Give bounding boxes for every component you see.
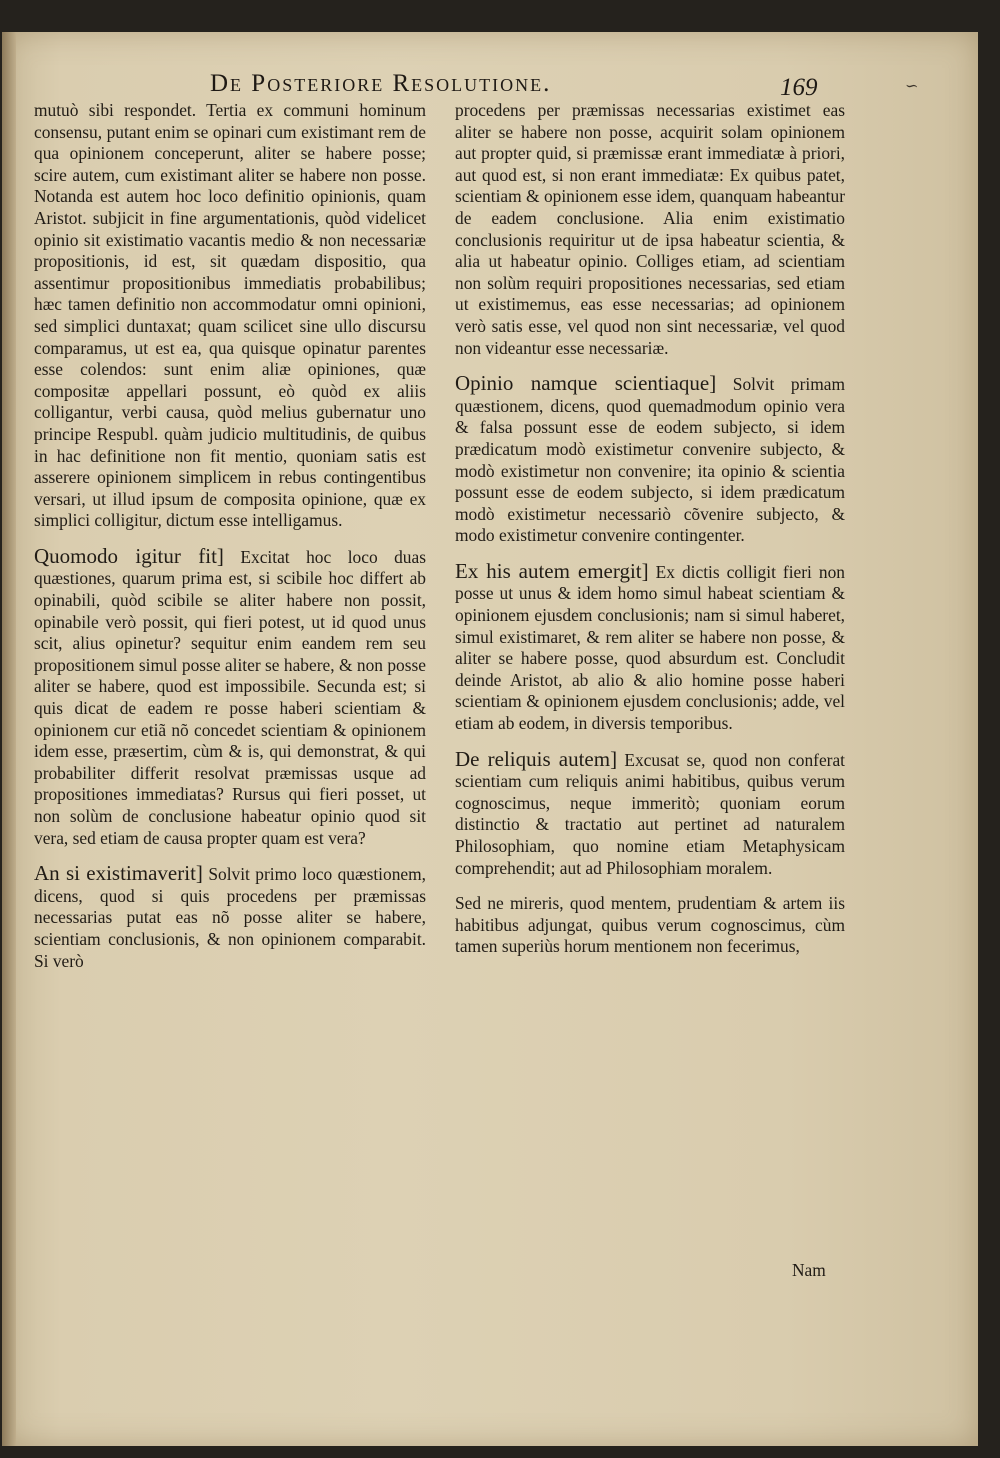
catchword: Nam — [792, 1260, 826, 1280]
text: procedens per præmissas necessarias existimet eas aliter se habere non posse, acquirit solam opinionem aut propter quid, si præmissæ erant immediatæ à priori, aut quod est, si non erant immediatæ: Ex quibus patet, scientiam & opinionem esse idem, quanquam habeantur de eadem conclusione. Alia enim existimatio conclusionis requiritur ut de ipsa habeatur scientia, & alia ut habeatur opinio. Colliges etiam, ad scientiam non solùm requiri propositiones necessarias, sed etiam ut existimemus, eas esse necessarias; ad opinionem verò satis esse, vel quod non sint necessariæ, vel quod non videantur esse necessariæ. — [455, 100, 845, 358]
right-paragraph-5 — [455, 893, 845, 958]
lemma: Quomodo igitur fit] — [34, 543, 224, 568]
left-column — [34, 100, 426, 972]
page-number: 169 — [780, 74, 818, 101]
right-paragraph-4 — [455, 746, 846, 880]
text: Solvit primam quæstionem, dicens, quod quemadmodum opinio vera & falsa possunt esse de eodem subjecto, si idem prædicatum modò existimetur convenire subjecto, & modò existimetur non convenire; ita opinio & scientia possunt esse de eodem subjecto, si idem prædicatum modò existimetur necessariò cõvenire subjecto, & modo existimetur convenire contingenter. — [455, 374, 845, 546]
left-paragraph-3 — [34, 863, 426, 972]
lemma: Ex his autem emergit] — [455, 558, 649, 583]
right-paragraph-2 — [455, 373, 845, 547]
text: Sed ne mireris, quod mentem, prudentiam & artem iis habitibus adjungat, quibus verum cognoscimus, cùm tamen superiùs horum mentionem non fecerimus, — [455, 893, 845, 957]
text: Ex dictis colligit fieri non posse ut unus & idem homo simul habeat scientiam & opinionem ejusdem conclusionis; nam si simul haberet, simul existimaret, & rem aliter se habere non posse, & aliter se habere posse, quod absurdum est. Concludit deinde Aristot, ab alio & alio homine posse haberi scientiam & opinionem ejusdem conclusionis; adde, vel etiam ab eodem, in diversis temporibus. — [455, 561, 845, 734]
text: Solvit primo loco quæstionem, dicens, quod si quis procedens per præmissas necessarias putat eas nõ posse aliter se habere, scientiam conclusionis, & non opinionem comparabit. Si verò — [34, 864, 426, 971]
lemma: An si existimaverit] — [34, 861, 203, 886]
text: mutuò sibi respondet. Tertia ex communi hominum consensu, putant enim se opinari cum existimant rem de qua opinionem conceperunt, aliter se habere posse; scire autem, cum existimant aliter se habere non posse. Notanda est autem hoc loco definitio opinionis, quam Aristot. subjicit in fine argumentationis, quòd videlicet opinio sit existimatio vacantis medio & non necessariæ propositionis, id est, sit quædam dispositio, qua assentimur propositionibus immediatis probabilibus; hæc tamen definitio non accommodatur omni opinioni, sed simplici duntaxat; quam scilicet sine ullo discursu comparamus, ut est ea, qua quisque opinatur parentes esse colendos: sunt enim aliæ opiniones, quæ compositæ appellari possunt, eò quòd ex aliis colligantur, verbi causa, quòd melius gubernatur uno principe Respubl. quàm judicio multitudinis, de quibus in hac definitione non fit mentio, quoniam satis est asserere opinionem simplicem in rebus contingentibus versari, ut illud ipsum de composita opinione, quæ ex simplici colligitur, dictum esse intelligamus. — [34, 100, 426, 531]
lemma: De reliquis autem] — [455, 746, 618, 771]
left-paragraph-1 — [34, 100, 426, 532]
right-paragraph-1 — [455, 100, 845, 359]
right-column — [455, 100, 845, 958]
right-paragraph-3 — [455, 558, 845, 735]
text: Excitat hoc loco duas quæstiones, quarum prima est, si scibile hoc differt ab opinabili, quòd scibile se aliter habere non possit, opinabile verò possit, qui fieri potest, ut id quod unus scit, alius opinetur? sequitur enim eandem rem seu propositionem simul posse aliter se habere, & non posse aliter se habere, quod est impossibile. Secunda est; si quis dicat de eadem re posse haberi scientiam & opinionem cur etiã nõ concedet scientiam & opinionem idem esse, præsertim, cùm & is, qui demonstrat, & qui probabiliter differit resolvat præmissas usque ad propositiones immediatas? Rursus qui fieri posset, ut non solùm de conclusione habeatur opinio quod sit vera, sed etiam de causa propter quam est vera? — [34, 546, 426, 848]
corner-mark: ∽ — [905, 76, 919, 95]
binding-gutter — [2, 32, 16, 1446]
lemma: Opinio namque scientiaque] — [455, 371, 717, 396]
text: Excusat se, quod non conferat scientiam cum reliquis animi habitibus, quibus verum cognoscimus, neque immeritò; quoniam eorum distinctio & tractatio aut pertinet ad naturalem Philosophiam, quo nomine etiam Metaphysicam comprehendit; aut ad Philosophiam moralem. — [455, 749, 846, 878]
running-head: De Posteriore Resolutione. — [210, 70, 552, 97]
left-paragraph-2 — [34, 543, 426, 849]
